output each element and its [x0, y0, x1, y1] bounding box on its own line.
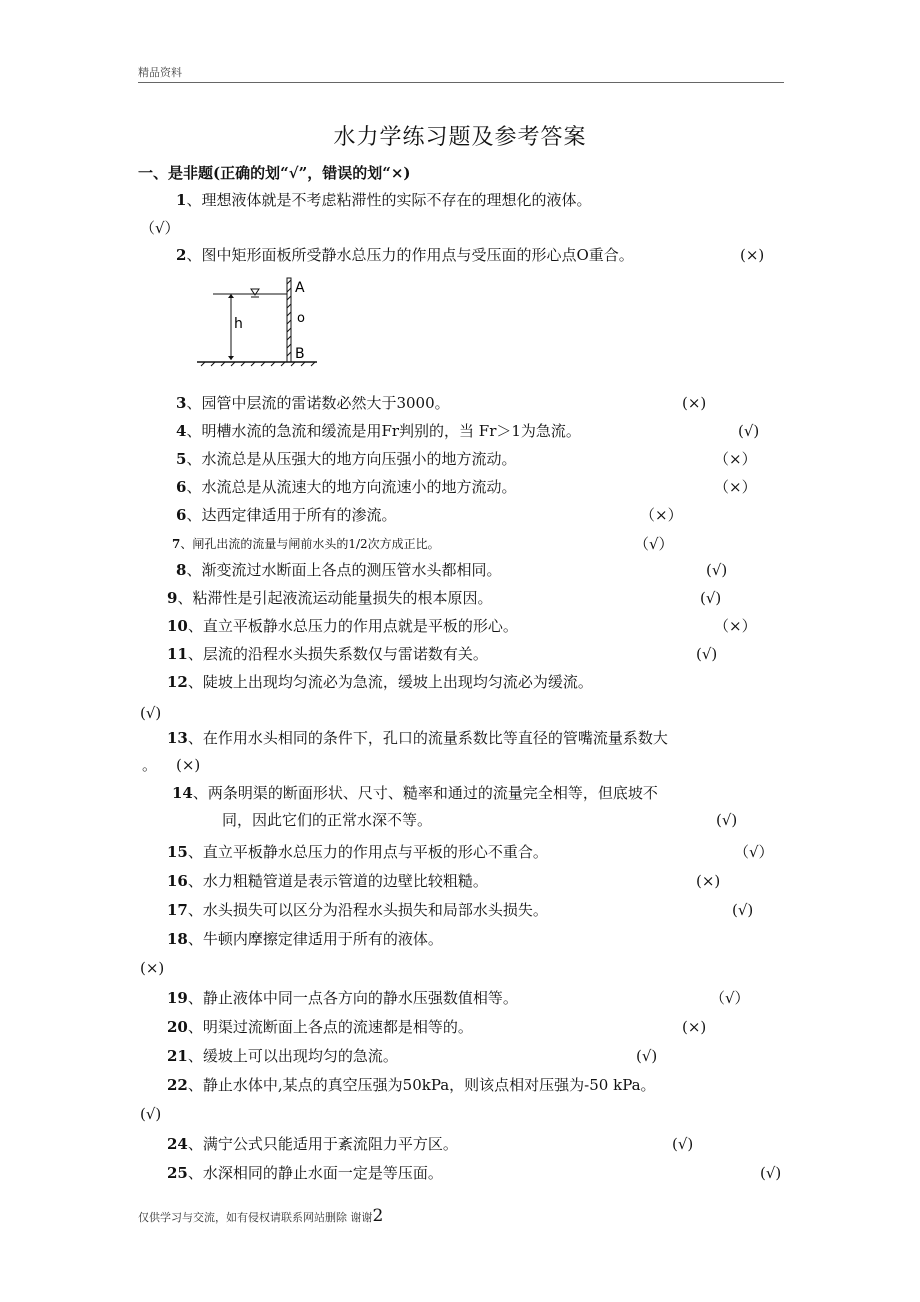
label-a: A: [295, 280, 305, 296]
header-divider: [138, 82, 784, 83]
question-number: 22: [167, 1076, 188, 1094]
question-text: 、园管中层流的雷诺数必然大于3000。: [186, 394, 450, 412]
question-14-cont: 同，因此它们的正常水深不等。: [222, 811, 433, 829]
question-number: 6: [176, 478, 187, 496]
question-number: 19: [167, 989, 188, 1007]
question-22: [167, 1075, 656, 1095]
question-text: 、图中矩形面板所受静水总压力的作用点与受压面的形心点O重合。: [186, 246, 634, 264]
question-text: 、两条明渠的断面形状、尺寸、糙率和通过的流量完全相等，但底坡不: [192, 784, 658, 802]
answer-16: (×): [696, 872, 721, 890]
question-number: 1: [176, 191, 187, 209]
answer-5: （×）: [714, 450, 757, 468]
question-10: [167, 616, 518, 636]
question-number: 9: [167, 589, 178, 607]
answer-1: （√）: [140, 219, 180, 237]
question-text: 、水深相同的静止水面一定是等压面。: [187, 1164, 443, 1182]
question-text: 、达西定律适用于所有的渗流。: [186, 506, 397, 524]
answer-4: (√): [738, 422, 760, 440]
question-number: 4: [176, 422, 187, 440]
question-text: 、静止水体中,某点的真空压强为50kPa，则该点相对压强为-50 kPa。: [187, 1076, 656, 1094]
question-24: [167, 1134, 458, 1154]
question-text: 、缓坡上可以出现均匀的急流。: [187, 1047, 398, 1065]
question-9: [167, 588, 492, 608]
question-text: 、明渠过流断面上各点的流速都是相等的。: [187, 1018, 473, 1036]
question-16: [167, 871, 488, 891]
question-number: 13: [167, 729, 188, 747]
answer-17: (√): [732, 901, 754, 919]
answer-18: (×): [140, 959, 165, 977]
question-number: 18: [167, 930, 188, 948]
question-8: [176, 560, 501, 580]
answer-11: (√): [696, 645, 718, 663]
question-20: [167, 1017, 473, 1037]
answer-2: (×): [740, 246, 765, 264]
label-o: o: [297, 311, 305, 326]
question-6b: [176, 505, 396, 525]
question-18: [167, 929, 443, 949]
question-text: 、直立平板静水总压力的作用点与平板的形心不重合。: [187, 843, 548, 861]
page-footer: [138, 1206, 383, 1226]
answer-25: (√): [760, 1164, 782, 1182]
answer-21: (√): [636, 1047, 658, 1065]
question-number: 15: [167, 843, 188, 861]
question-number: 10: [167, 617, 188, 635]
question-text: 、渐变流过水断面上各点的测压管水头都相同。: [186, 561, 502, 579]
question-number: 7: [172, 537, 181, 551]
page-header: 精品资料: [138, 66, 182, 79]
answer-19: （√）: [710, 989, 750, 1007]
question-number: 6: [176, 506, 187, 524]
question-text: 、理想液体就是不考虑粘滞性的实际不存在的理想化的液体。: [186, 191, 592, 209]
question-text: 、水力粗糙管道是表示管道的边壁比较粗糙。: [187, 872, 488, 890]
label-b: B: [295, 346, 305, 362]
answer-8: (√): [706, 561, 728, 579]
question-text: 、牛顿内摩擦定律适用于所有的液体。: [187, 930, 443, 948]
question-6a: [176, 477, 516, 497]
answer-6b: （×）: [640, 506, 683, 524]
question-text: 、在作用水头相同的条件下，孔口的流量系数比等直径的管嘴流量系数大: [187, 729, 668, 747]
question-number: 16: [167, 872, 188, 890]
question-number: 8: [176, 561, 187, 579]
question-25: [167, 1163, 443, 1183]
footer-text: 仅供学习与交流，如有侵权请联系网站删除 谢谢: [138, 1211, 373, 1224]
question-3: [176, 393, 450, 413]
question-text: 、闸孔出流的流量与闸前水头的1/2次方成正比。: [180, 537, 440, 551]
question-number: 12: [167, 673, 188, 691]
question-number: 3: [176, 394, 187, 412]
question-text: 、水流总是从流速大的地方向流速小的地方流动。: [186, 478, 517, 496]
question-15: [167, 842, 548, 862]
answer-15: （√）: [734, 843, 774, 861]
question-text: 、水流总是从压强大的地方向压强小的地方流动。: [186, 450, 517, 468]
question-number: 20: [167, 1018, 188, 1036]
question-number: 14: [172, 784, 193, 802]
document-title: 水力学练习题及参考答案: [333, 125, 587, 150]
question-text: 、满宁公式只能适用于紊流阻力平方区。: [187, 1135, 458, 1153]
question-text: 、陡坡上出现均匀流必为急流，缓坡上出现均匀流必为缓流。: [187, 673, 593, 691]
question-number: 17: [167, 901, 188, 919]
question-7: [172, 534, 440, 554]
page-number: 2: [372, 1206, 384, 1226]
question-text: 、明槽水流的急流和缓流是用Fr判别的，当 Fr＞1为急流。: [186, 422, 581, 440]
question-12: [167, 672, 593, 692]
question-number: 5: [176, 450, 187, 468]
answer-9: (√): [700, 589, 722, 607]
question-text: 、水头损失可以区分为沿程水头损失和局部水头损失。: [187, 901, 548, 919]
rectangular-plate-figure: [195, 272, 325, 367]
answer-13: (×): [176, 756, 201, 774]
question-11: [167, 644, 488, 664]
answer-12: (√): [140, 704, 162, 722]
question-text: 、层流的沿程水头损失系数仅与雷诺数有关。: [187, 645, 488, 663]
answer-14: (√): [716, 811, 738, 829]
answer-20: (×): [682, 1018, 707, 1036]
question-2: [176, 245, 634, 265]
question-13: [167, 728, 668, 748]
question-4: [176, 421, 581, 441]
question-21: [167, 1046, 398, 1066]
question-17: [167, 900, 548, 920]
question-19: [167, 988, 518, 1008]
label-h: h: [234, 316, 243, 332]
answer-6a: （×）: [714, 478, 757, 496]
question-number: 25: [167, 1164, 188, 1182]
question-13-tail: 。: [142, 756, 158, 774]
answer-7: （√）: [634, 535, 674, 553]
question-number: 11: [167, 645, 188, 663]
question-text: 、直立平板静水总压力的作用点就是平板的形心。: [187, 617, 518, 635]
question-number: 21: [167, 1047, 188, 1065]
answer-3: (×): [682, 394, 707, 412]
answer-24: (√): [672, 1135, 694, 1153]
question-1: [176, 190, 591, 210]
question-5: [176, 449, 516, 469]
section-title: 一、是非题(正确的划“√”，错误的划“×): [138, 164, 411, 182]
question-text: 、静止液体中同一点各方向的静水压强数值相等。: [187, 989, 518, 1007]
question-number: 2: [176, 246, 187, 264]
question-number: 24: [167, 1135, 188, 1153]
answer-22: (√): [140, 1105, 162, 1123]
question-text: 、粘滞性是引起液流运动能量损失的根本原因。: [177, 589, 493, 607]
answer-10: （×）: [714, 617, 757, 635]
question-14: [172, 783, 658, 803]
